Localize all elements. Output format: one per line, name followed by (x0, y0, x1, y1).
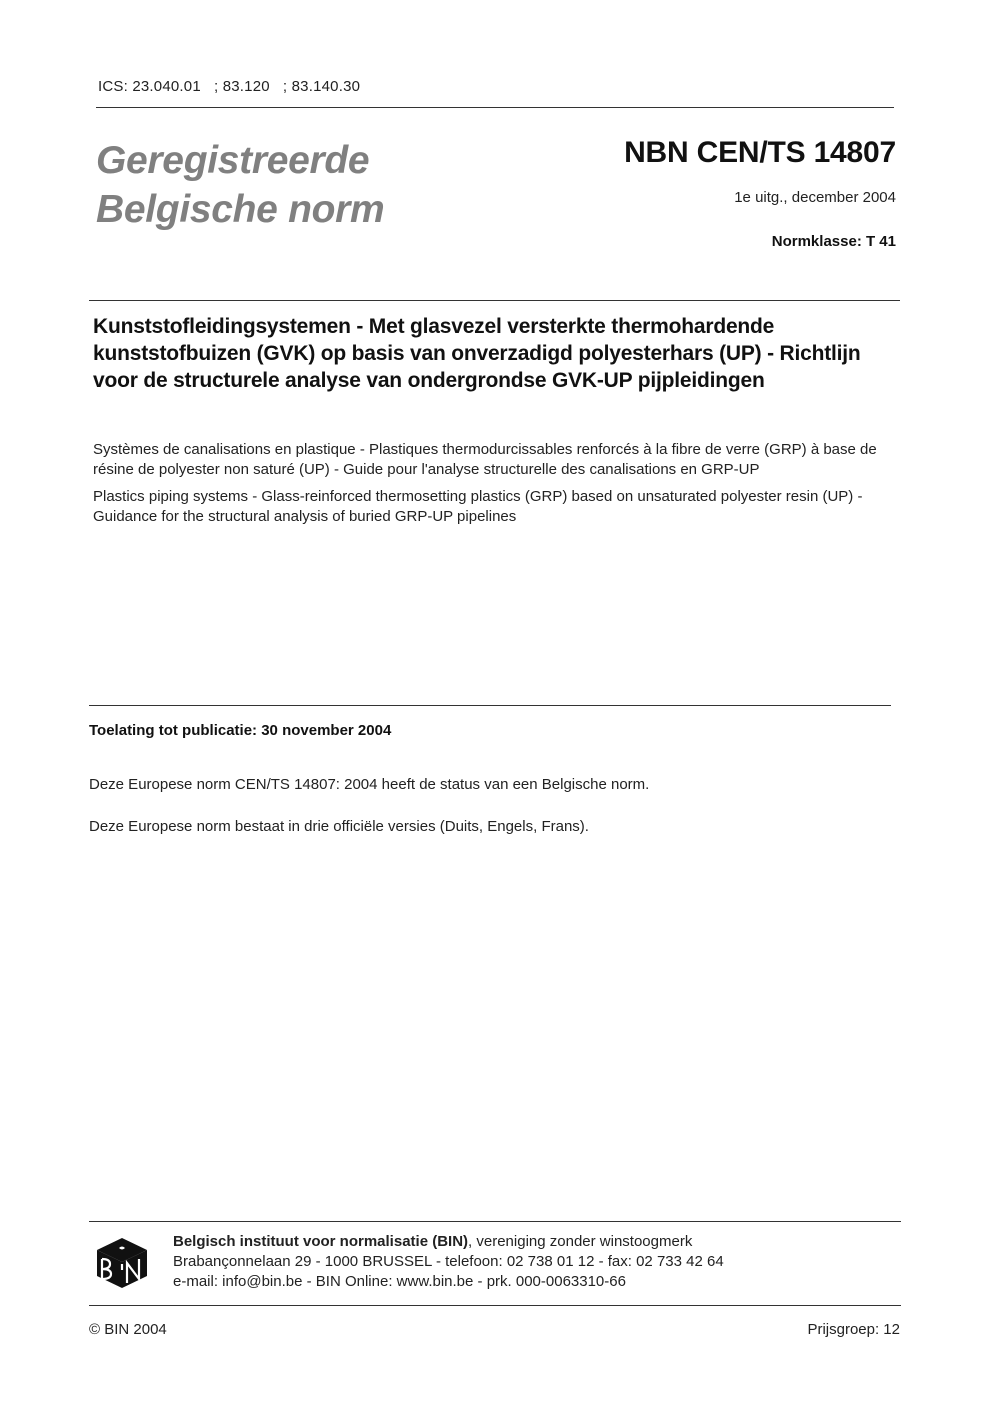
title-top-rule (89, 300, 900, 301)
publication-rule (89, 705, 891, 706)
versions-statement: Deze Europese norm bestaat in drie officiële versies (Duits, Engels, Frans). (89, 818, 589, 835)
institute-contact: e-mail: info@bin.be - BIN Online: www.bin.be - prk. 000-0063310-66 (173, 1273, 626, 1290)
registration-line-2: Belgische norm (96, 188, 385, 231)
institute-top-rule (89, 1221, 901, 1222)
title-english: Plastics piping systems - Glass-reinforced thermosetting plastics (GRP) based on unsaturated polyester resin (UP) - Guidance for the structural analysis of buried GRP-UP pipelines (93, 488, 863, 525)
standard-number: NBN CEN/TS 14807 (624, 136, 896, 169)
publication-approval: Toelating tot publicatie: 30 november 2004 (89, 722, 392, 739)
institute-info (173, 1232, 724, 1292)
registration-line-1: Geregistreerde (96, 139, 370, 182)
status-statement: Deze Europese norm CEN/TS 14807: 2004 heeft de status van een Belgische norm. (89, 776, 650, 793)
institute-address: Brabançonnelaan 29 - 1000 BRUSSEL - telefoon: 02 738 01 12 - fax: 02 733 42 64 (173, 1253, 724, 1270)
header-rule (96, 107, 894, 108)
footer-rule (89, 1305, 901, 1306)
institute-name-line (173, 1232, 724, 1252)
bin-logo-icon (96, 1237, 148, 1289)
institute-name: Belgisch instituut voor normalisatie (BIN) (173, 1233, 469, 1250)
edition-date: 1e uitg., december 2004 (734, 189, 896, 206)
ics-codes: ICS: 23.040.01 ; 83.120 ; 83.140.30 (98, 78, 361, 95)
normklasse: Normklasse: T 41 (771, 233, 896, 250)
institute-type: , vereniging zonder winstoogmerk (468, 1233, 693, 1250)
title-french: Systèmes de canalisations en plastique - Plastiques thermodurcissables renforcés à la fibre de verre (GRP) à base de résine de polyester non saturé (UP) - Guide pour l'analyse structurelle des canalisations en GRP-UP (93, 441, 877, 478)
copyright: © BIN 2004 (89, 1321, 167, 1338)
price-group: Prijsgroep: 12 (807, 1321, 900, 1338)
registration-title (96, 136, 384, 234)
title-dutch: Kunststofleidingsystemen - Met glasvezel versterkte thermohardende kunststofbuizen (GVK) op basis van onverzadigd polyesterhars (UP) - Richtlijn voor de structurele analyse van ondergrondse GVK-UP pijpleidingen (93, 315, 861, 392)
